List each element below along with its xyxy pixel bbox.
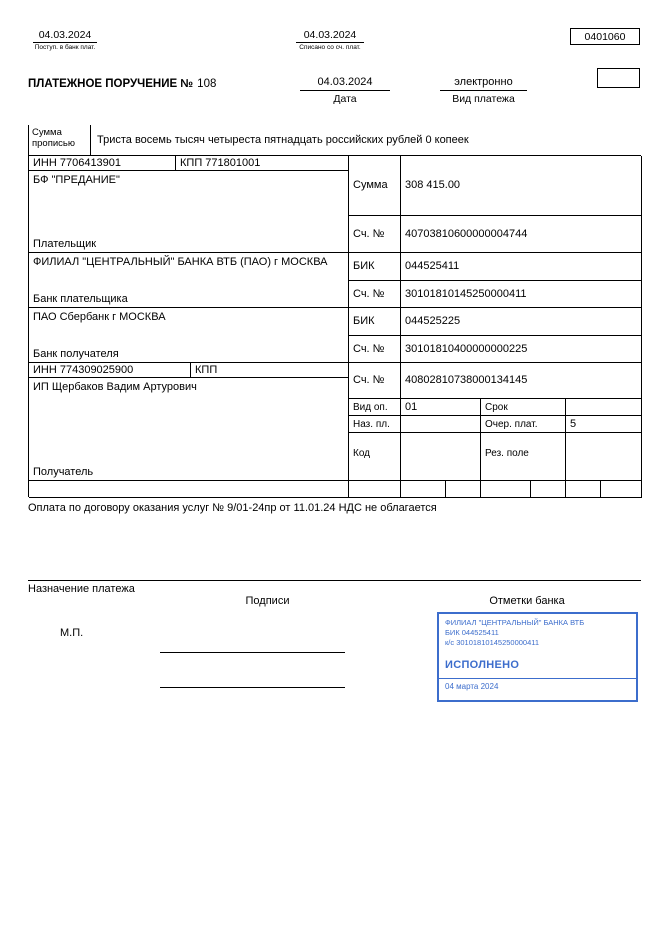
payment-purpose-section <box>28 580 641 595</box>
signature-line-1 <box>160 652 345 653</box>
payment-purpose-label: Назначение платежа <box>28 583 135 595</box>
debited-date-label: Списано со сч. плат. <box>299 44 361 51</box>
payee-bank-bik-label: БИК <box>349 308 401 336</box>
document-title <box>28 78 216 90</box>
document-date-field <box>300 76 390 105</box>
purpose-code-label: Наз. пл. <box>349 416 401 433</box>
payer-name: БФ "ПРЕДАНИЕ" <box>33 174 120 186</box>
payment-kind: электронно <box>440 76 527 91</box>
stamp-corr-account: к/с 30101810145250000411 <box>445 637 540 647</box>
extra-field-1 <box>349 481 401 498</box>
stamp-bik: БИК 044525411 <box>445 627 499 637</box>
amount-value: 308 415.00 <box>401 156 642 216</box>
payer-inn: ИНН 7706413901 <box>29 156 176 171</box>
status-box <box>597 68 640 88</box>
reserve-value <box>566 433 642 481</box>
payer-bank-account-label: Сч. № <box>349 281 401 308</box>
payer-account-label: Сч. № <box>349 216 401 253</box>
received-date-field <box>33 29 97 51</box>
payment-table <box>28 155 641 497</box>
form-code: 0401060 <box>584 30 626 43</box>
received-date: 04.03.2024 <box>33 29 97 43</box>
seal-placeholder-label: М.П. <box>60 627 84 639</box>
payment-purpose-text: Оплата по договору оказания услуг № 9/01-24пр от 11.01.24 НДС не облагается <box>28 502 437 514</box>
op-kind-label: Вид оп. <box>349 399 401 416</box>
extra-fields-left-cell <box>29 481 349 498</box>
due-value <box>566 399 642 416</box>
stamp-status: ИСПОЛНЕНО <box>445 659 520 672</box>
stamp-bank-name: ФИЛИАЛ "ЦЕНТРАЛЬНЫЙ" БАНКА ВТБ <box>445 618 585 627</box>
payment-kind-label: Вид платежа <box>452 93 515 105</box>
priority-label: Очер. плат. <box>481 416 566 433</box>
payer-block <box>29 171 349 253</box>
payee-bank-name: ПАО Сбербанк г МОСКВА <box>33 311 166 323</box>
amount-in-words-label: Сумма прописью <box>29 125 91 155</box>
reserve-label: Рез. поле <box>481 433 566 481</box>
debited-date: 04.03.2024 <box>296 29 364 43</box>
document-date-label: Дата <box>333 93 357 105</box>
signatures-label: Подписи <box>245 595 290 607</box>
payee-name: ИП Щербаков Вадим Артурович <box>33 381 197 393</box>
purpose-code-value <box>401 416 481 433</box>
payee-kpp: КПП <box>191 363 349 378</box>
bank-stamp <box>437 612 638 702</box>
op-kind-value: 01 <box>401 399 481 416</box>
payment-kind-field <box>440 76 527 105</box>
debited-date-field <box>296 29 364 51</box>
document-number: 108 <box>197 78 217 90</box>
payee-block <box>29 378 349 481</box>
payer-bank-label: Банк плательщика <box>33 293 128 305</box>
stamp-date: 04 марта 2024 <box>445 682 499 692</box>
code-label: Код <box>349 433 401 481</box>
payer-account: 40703810600000004744 <box>401 216 642 253</box>
extra-field-5 <box>531 481 566 498</box>
payer-bank-name: ФИЛИАЛ "ЦЕНТРАЛЬНЫЙ" БАНКА ВТБ (ПАО) г МОСКВА <box>33 256 328 268</box>
document-title-label: ПЛАТЕЖНОЕ ПОРУЧЕНИЕ № <box>28 78 194 90</box>
form-code-box <box>570 28 640 45</box>
code-value <box>401 433 481 481</box>
payer-kpp: КПП 771801001 <box>176 156 349 171</box>
payer-bank-account: 30101810145250000411 <box>401 281 642 308</box>
bank-marks-label: Отметки банка <box>489 595 565 607</box>
signature-line-2 <box>160 687 345 688</box>
payee-bank-bik: 044525225 <box>401 308 642 336</box>
payee-account: 40802810738000134145 <box>401 363 642 399</box>
payee-bank-account-label: Сч. № <box>349 336 401 363</box>
extra-field-2 <box>401 481 446 498</box>
payee-account-label: Сч. № <box>349 363 401 399</box>
extra-field-6 <box>566 481 601 498</box>
payer-bank-bik-label: БИК <box>349 253 401 281</box>
payee-bank-account: 30101810400000000225 <box>401 336 642 363</box>
amount-in-words-text: Триста восемь тысяч четыреста пятнадцать российских рублей 0 копеек <box>97 134 469 146</box>
payer-bank-bik: 044525411 <box>401 253 642 281</box>
extra-field-3 <box>446 481 481 498</box>
document-date: 04.03.2024 <box>300 76 390 91</box>
priority-value: 5 <box>566 416 642 433</box>
payer-bank-block <box>29 253 349 308</box>
extra-field-4 <box>481 481 531 498</box>
received-date-label: Поступ. в банк плат. <box>34 44 96 51</box>
payer-label: Плательщик <box>33 238 97 250</box>
amount-in-words-row <box>28 125 641 155</box>
amount-label: Сумма <box>349 156 401 216</box>
extra-field-7 <box>601 481 642 498</box>
payee-bank-block <box>29 308 349 363</box>
payee-bank-label: Банк получателя <box>33 348 119 360</box>
payee-label: Получатель <box>33 466 94 478</box>
payee-inn: ИНН 774309025900 <box>29 363 191 378</box>
due-label: Срок <box>481 399 566 416</box>
